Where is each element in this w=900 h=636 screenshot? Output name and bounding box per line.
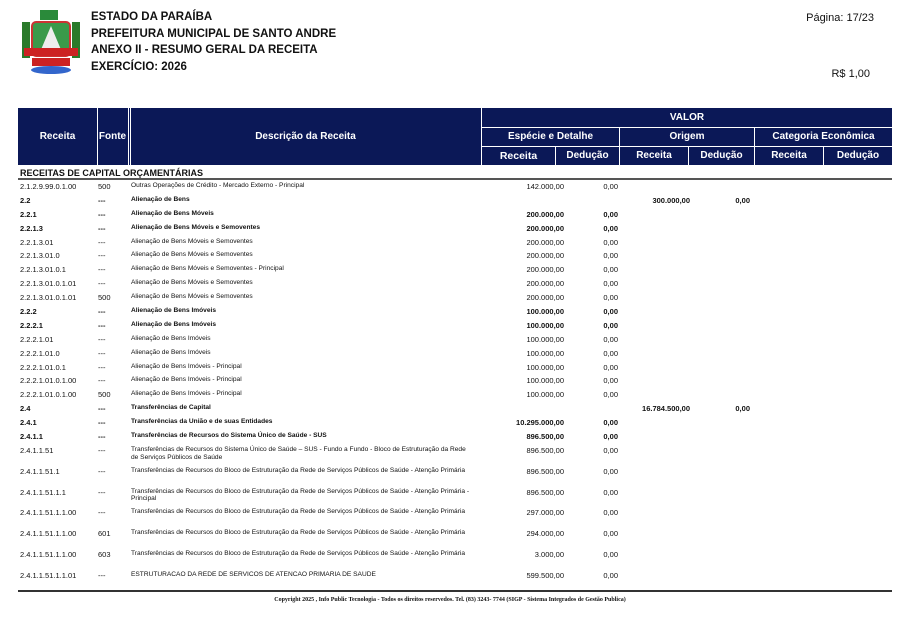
receita-code: 2.4.1.1.51.1.1.00 [20, 529, 77, 539]
sub-deducao: Dedução [566, 150, 609, 161]
receita-code: 2.2.1 [20, 209, 37, 219]
receita-code: 2.2.2.1.01.0.1.00 [20, 376, 77, 386]
receita-code: 2.2.1.3.01 [20, 237, 54, 247]
especie-deducao: 0,00 [603, 508, 618, 518]
table-row [18, 506, 892, 527]
fonte-code: --- [98, 570, 106, 580]
description: Alienação de Bens [131, 195, 190, 203]
especie-receita: 200.000,00 [526, 251, 564, 261]
receita-code: 2.2.1.3.01.0.1.01 [20, 293, 77, 303]
fonte-code: 601 [98, 529, 111, 539]
receita-code: 2.2 [20, 195, 31, 205]
fonte-code: --- [98, 404, 106, 414]
copyright-footer: Copyright 2025 , Info Public Tecnologia - Todos os direitos reservedos. Tel. (83) 3243- 7744 (SIGP - Sistema Integrados de Gestão Publica) [274, 597, 626, 603]
especie-deducao: 0,00 [603, 549, 618, 559]
receita-code: 2.2.2.1.01.0 [20, 348, 60, 358]
description: Transferências de Capital [131, 404, 211, 412]
especie-deducao: 0,00 [603, 466, 618, 476]
origem-receita: 300.000,00 [652, 195, 690, 205]
fonte-code: --- [98, 265, 106, 275]
fonte-code: --- [98, 362, 106, 372]
receita-code: 2.2.2.1.01.0.1 [20, 362, 66, 372]
description: Alienação de Bens Imóveis - Principal [131, 376, 242, 384]
origem-deducao: 0,00 [735, 195, 750, 205]
especie-receita: 896.500,00 [526, 466, 564, 476]
description: Transferências de Recursos do Sistema Único de Saúde - SUS [131, 432, 327, 440]
especie-deducao: 0,00 [603, 265, 618, 275]
especie-receita: 100.000,00 [526, 307, 564, 317]
receita-code: 2.2.2.1 [20, 320, 43, 330]
especie-deducao: 0,00 [603, 182, 618, 191]
especie-receita: 200.000,00 [526, 237, 564, 247]
table-row [18, 569, 892, 590]
especie-receita: 297.000,00 [526, 508, 564, 518]
table-row [18, 548, 892, 569]
col-valor: VALOR [669, 112, 705, 123]
especie-deducao: 0,00 [603, 418, 618, 428]
description: Alienação de Bens Imóveis [131, 334, 211, 342]
especie-deducao: 0,00 [603, 362, 618, 372]
especie-receita: 100.000,00 [526, 334, 564, 344]
receita-code: 2.2.2.1.01 [20, 334, 54, 344]
fonte-code: 500 [98, 293, 111, 303]
table-row [18, 388, 892, 402]
sub-deducao: Dedução [836, 150, 880, 161]
especie-receita: 10.295.000,00 [516, 418, 564, 428]
currency-unit: R$ 1,00 [831, 68, 870, 80]
especie-receita: 200.000,00 [526, 279, 564, 289]
table-row [18, 180, 892, 194]
description: Transferências de Recursos do Bloco de Estruturação da Rede de Serviços Públicos de Saúde - Atenção Primária [131, 508, 466, 516]
table-row [18, 374, 892, 388]
table-row [18, 347, 892, 361]
col-categoria: Categoria Econômica [772, 131, 875, 142]
fonte-code: --- [98, 334, 106, 344]
municipal-coat-of-arms-logo [18, 8, 84, 74]
table-row [18, 333, 892, 347]
fonte-code: --- [98, 209, 106, 219]
especie-receita: 100.000,00 [526, 320, 564, 330]
table-row [18, 263, 892, 277]
especie-deducao: 0,00 [603, 307, 618, 317]
divider [18, 590, 892, 592]
receita-code: 2.2.1.3.01.0 [20, 251, 60, 261]
especie-receita: 3.000,00 [534, 549, 564, 559]
section-title: RECEITAS DE CAPITAL ORÇAMENTÁRIAS [20, 168, 204, 178]
description: Alienação de Bens Imóveis [131, 348, 211, 356]
table-header [18, 108, 892, 165]
receita-code: 2.4.1 [20, 418, 37, 428]
table-row [18, 465, 892, 486]
fonte-code: --- [98, 237, 106, 247]
receita-code: 2.2.1.3 [20, 223, 43, 233]
table-row [18, 486, 892, 507]
description: Alienação de Bens Móveis e Semoventes [131, 279, 253, 287]
fonte-code: --- [98, 466, 106, 476]
revenue-table-body [18, 180, 892, 590]
col-descricao: Descrição da Receita [255, 131, 356, 142]
especie-deducao: 0,00 [603, 209, 618, 219]
table-row [18, 277, 892, 291]
table-row [18, 527, 892, 548]
description: Alienação de Bens Móveis e Semoventes [131, 251, 253, 259]
especie-receita: 200.000,00 [526, 223, 564, 233]
fiscal-year: EXERCÍCIO: 2026 [91, 60, 187, 73]
description: Alienação de Bens Imóveis - Principal [131, 362, 242, 370]
fonte-code: --- [98, 320, 106, 330]
receita-code: 2.4.1.1.51.1.1 [20, 487, 66, 497]
description: Alienação de Bens Imóveis - Principal [131, 390, 242, 398]
especie-receita: 896.500,00 [526, 445, 564, 455]
especie-deducao: 0,00 [603, 376, 618, 386]
table-row [18, 416, 892, 430]
table-row [18, 208, 892, 222]
receita-code: 2.4 [20, 404, 31, 414]
especie-receita: 200.000,00 [526, 209, 564, 219]
fonte-code: --- [98, 348, 106, 358]
description: Alienação de Bens Imóveis [131, 320, 217, 328]
especie-receita: 599.500,00 [526, 570, 564, 580]
sub-receita: Receita [636, 150, 672, 161]
table-row [18, 249, 892, 263]
especie-deducao: 0,00 [603, 487, 618, 497]
especie-receita: 896.500,00 [526, 487, 564, 497]
especie-receita: 294.000,00 [526, 529, 564, 539]
description: Alienação de Bens Móveis [131, 209, 214, 217]
report-title: ANEXO II - RESUMO GERAL DA RECEITA [91, 44, 318, 56]
report-header [91, 9, 336, 75]
receita-code: 2.4.1.1 [20, 432, 43, 442]
especie-deducao: 0,00 [603, 445, 618, 455]
table-row [18, 430, 892, 444]
especie-deducao: 0,00 [603, 251, 618, 261]
receita-code: 2.1.2.9.99.0.1.00 [20, 182, 77, 191]
col-especie: Espécie e Detalhe [507, 131, 594, 142]
fonte-code: --- [98, 432, 106, 442]
especie-deducao: 0,00 [603, 237, 618, 247]
especie-receita: 100.000,00 [526, 362, 564, 372]
especie-receita: 100.000,00 [526, 348, 564, 358]
description: Transferências de Recursos do Bloco de Estruturação da Rede de Serviços Públicos de Saúde - Atenção Primária [131, 466, 466, 474]
table-row [18, 361, 892, 375]
especie-receita: 100.000,00 [526, 376, 564, 386]
fonte-code: --- [98, 251, 106, 261]
description: Outras Operações de Crédito - Mercado Externo - Principal [131, 182, 305, 189]
table-row [18, 222, 892, 236]
especie-deducao: 0,00 [603, 390, 618, 400]
receita-code: 2.2.2 [20, 307, 37, 317]
description: ESTRUTURACAO DA REDE DE SERVICOS DE ATENCAO PRIMARIA DE SAUDE [131, 570, 376, 578]
table-row [18, 305, 892, 319]
fonte-code: --- [98, 195, 106, 205]
fonte-code: --- [98, 223, 106, 233]
description: Alienação de Bens Móveis e Semoventes - Principal [131, 265, 284, 273]
description: Transferências de Recursos do Bloco de Estruturação da Rede de Serviços Públicos de Saúde - Atenção Primária [131, 529, 466, 537]
especie-receita: 100.000,00 [526, 390, 564, 400]
table-row [18, 319, 892, 333]
municipality-name: PREFEITURA MUNICIPAL DE SANTO ANDRE [91, 27, 337, 40]
especie-deducao: 0,00 [603, 223, 618, 233]
sub-receita: Receita [499, 149, 538, 162]
fonte-code: 500 [98, 182, 111, 191]
receita-code: 2.2.1.3.01.0.1 [20, 265, 66, 275]
description: Transferências de Recursos do Bloco de Estruturação da Rede de Serviços Públicos de Saúde - Atenção Primária [131, 549, 466, 557]
origem-deducao: 0,00 [735, 404, 750, 414]
table-row [18, 444, 892, 465]
fonte-code: --- [98, 376, 106, 386]
description: Transferências de Recursos do Bloco de Estruturação da Rede de Serviços Públicos de Saúde - Atenção Primária - Principal [131, 487, 470, 503]
description: Alienação de Bens Móveis e Semoventes [131, 237, 253, 245]
sub-deducao: Dedução [700, 150, 743, 161]
fonte-code: --- [98, 418, 106, 428]
especie-receita: 896.500,00 [526, 432, 564, 442]
state-name: ESTADO DA PARAÍBA [91, 11, 213, 23]
table-row [18, 291, 892, 305]
fonte-code: --- [98, 508, 106, 518]
receita-code: 2.4.1.1.51.1 [20, 466, 60, 476]
especie-deducao: 0,00 [603, 320, 618, 330]
receita-code: 2.2.2.1.01.0.1.00 [20, 390, 77, 400]
especie-deducao: 0,00 [603, 348, 618, 358]
especie-deducao: 0,00 [603, 529, 618, 539]
fonte-code: --- [98, 279, 106, 289]
col-fonte: Fonte [98, 131, 127, 142]
fonte-code: --- [98, 487, 106, 497]
col-receita: Receita [39, 131, 76, 142]
fonte-code: 500 [98, 390, 111, 400]
receita-code: 2.2.1.3.01.0.1.01 [20, 279, 77, 289]
receita-code: 2.4.1.1.51.1.1.01 [20, 570, 77, 580]
receita-code: 2.4.1.1.51 [20, 445, 54, 455]
receita-code: 2.4.1.1.51.1.1.00 [20, 508, 77, 518]
especie-deducao: 0,00 [603, 279, 618, 289]
origem-receita: 16.784.500,00 [642, 404, 690, 414]
receita-code: 2.4.1.1.51.1.1.00 [20, 549, 77, 559]
description: Transferências de Recursos do Sistema Único de Saúde – SUS - Fundo a Fundo - Bloco de Estruturação da Rede de Serviços Públicos de Saúde [131, 445, 466, 461]
description: Alienação de Bens Móveis e Semoventes [131, 223, 260, 231]
table-row [18, 236, 892, 250]
fonte-code: 603 [98, 549, 111, 559]
sub-receita: Receita [771, 150, 807, 161]
description: Transferências da União e de suas Entidades [131, 418, 273, 426]
fonte-code: --- [98, 445, 106, 455]
table-row [18, 194, 892, 208]
especie-deducao: 0,00 [603, 293, 618, 303]
especie-receita: 200.000,00 [526, 293, 564, 303]
especie-receita: 200.000,00 [526, 265, 564, 275]
especie-deducao: 0,00 [603, 570, 618, 580]
especie-deducao: 0,00 [603, 432, 618, 442]
col-origem: Origem [669, 131, 705, 142]
description: Alienação de Bens Imóveis [131, 307, 217, 315]
especie-deducao: 0,00 [603, 334, 618, 344]
fonte-code: --- [98, 307, 106, 317]
page-number: Página: 17/23 [806, 12, 874, 24]
table-row [18, 402, 892, 416]
especie-receita: 142.000,00 [526, 182, 564, 191]
description: Alienação de Bens Móveis e Semoventes [131, 293, 253, 301]
